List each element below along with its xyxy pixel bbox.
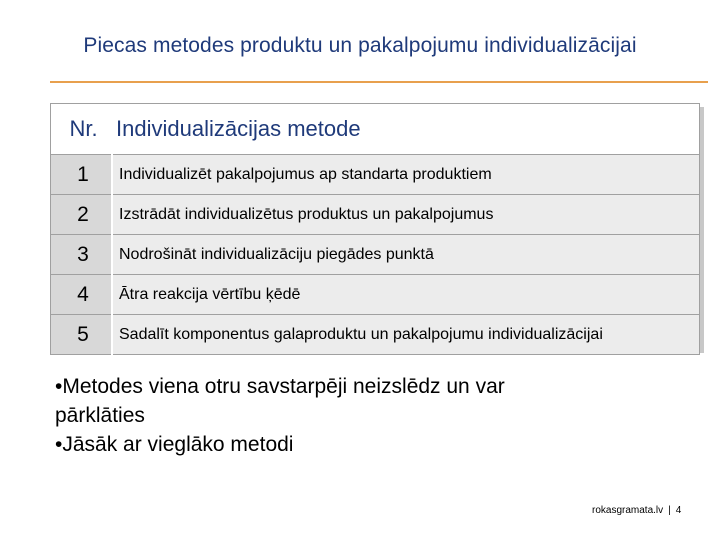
footer-source: rokasgramata.lv (592, 505, 664, 516)
row-number: 5 (51, 315, 113, 355)
bullet-line: pārklāties (55, 404, 145, 427)
methods-table-container (50, 103, 700, 349)
slide-footer (592, 505, 681, 516)
methods-table (50, 103, 700, 355)
row-method: Ātra reakcija vērtību ķēdē (112, 275, 700, 315)
table-row (51, 275, 700, 315)
footer-separator: | (668, 505, 671, 516)
bullet-line: •Jāsāk ar vieglāko metodi (55, 433, 294, 456)
row-method: Individualizēt pakalpojumus ap standarta produktiem (112, 155, 700, 195)
page-number: 4 (675, 505, 682, 516)
table-row (51, 235, 700, 275)
row-number: 3 (51, 235, 113, 275)
title-divider (50, 81, 708, 83)
table-header-row (51, 104, 700, 155)
slide-title: Piecas metodes produktu un pakalpojumu individualizācijai (83, 34, 637, 57)
header-method: Individualizācijas metode (112, 104, 700, 155)
row-method: Sadalīt komponentus galaproduktu un pakalpojumu individualizācijai (112, 315, 700, 355)
row-number: 2 (51, 195, 113, 235)
table-row (51, 155, 700, 195)
row-method: Izstrādāt individualizētus produktus un pakalpojumus (112, 195, 700, 235)
bullet-notes (55, 372, 615, 459)
table-row (51, 195, 700, 235)
row-method: Nodrošināt individualizāciju piegādes punktā (112, 235, 700, 275)
row-number: 4 (51, 275, 113, 315)
header-nr: Nr. (51, 104, 113, 155)
table-row (51, 315, 700, 355)
bullet-line: •Metodes viena otru savstarpēji neizslēdz un var (55, 375, 505, 398)
row-number: 1 (51, 155, 113, 195)
